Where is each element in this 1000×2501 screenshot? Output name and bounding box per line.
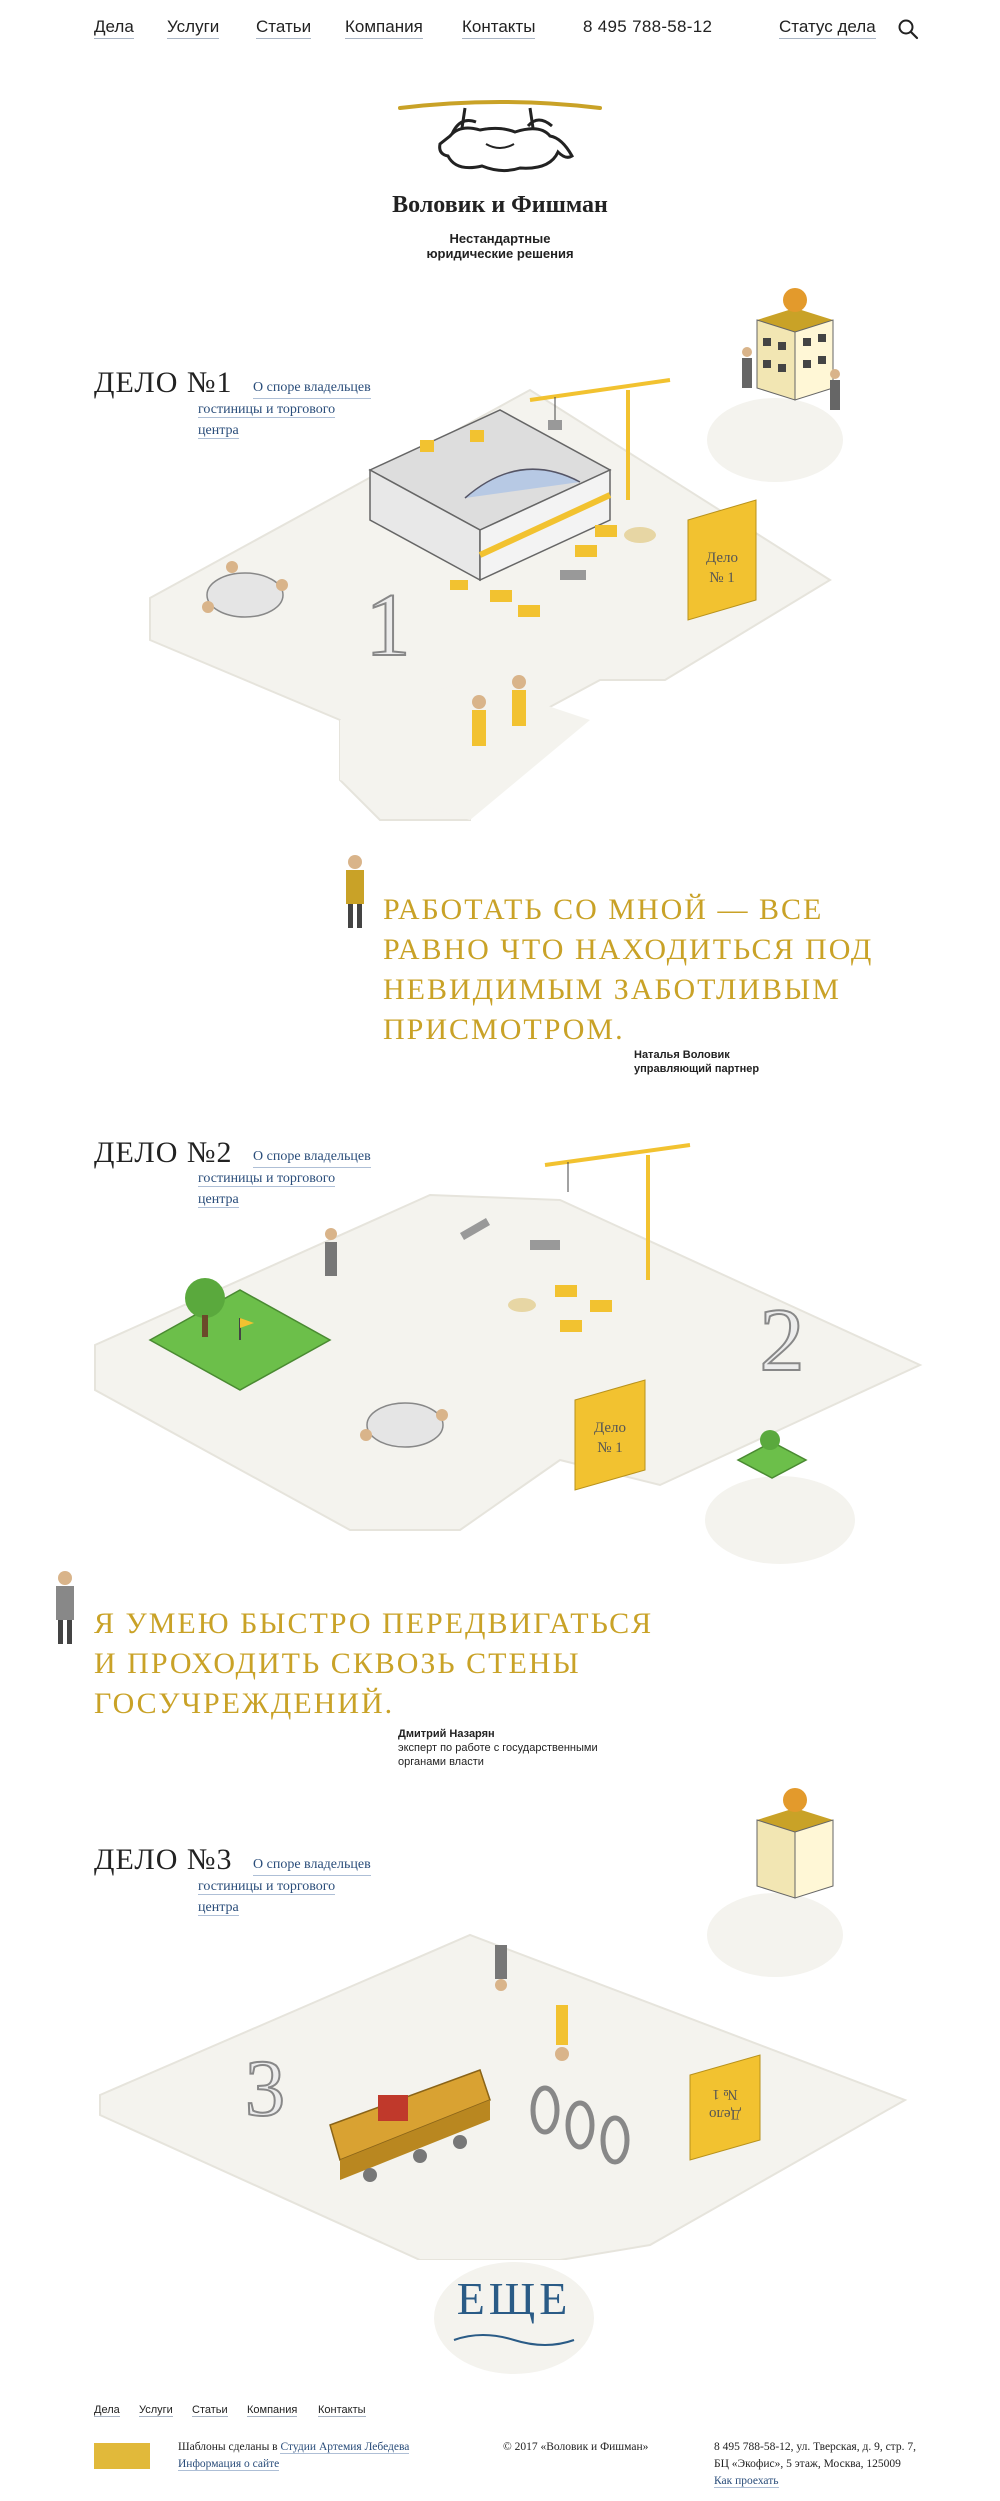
case-1-big-digit: 1: [365, 576, 411, 675]
quote-1-line1: РАБОТАТЬ СО МНОЙ — ВСЕ: [383, 893, 824, 926]
case-2-big-digit: 2: [759, 1291, 805, 1390]
footer-nav-articles[interactable]: Статьи: [192, 2404, 228, 2416]
hotel-person-left: [742, 347, 752, 388]
quote-1-line2: РАВНО ЧТО НАХОДИТЬСЯ ПОД: [383, 933, 874, 966]
quote-1-line4: ПРИСМОТРОМ.: [383, 1013, 625, 1046]
case-3-flying-person: [555, 2005, 569, 2061]
more-button[interactable]: ЕЩЕ: [456, 2273, 572, 2324]
case-1-link-line3[interactable]: центра: [198, 423, 239, 438]
footer-nav-contacts[interactable]: Контакты: [318, 2404, 366, 2416]
case-3-sign-line2: № 1: [712, 2086, 738, 2102]
nav-item-contacts[interactable]: Контакты: [462, 17, 535, 39]
case-2-scene[interactable]: [0, 1130, 1000, 1610]
case-3-sign-line1: Дело: [708, 2106, 742, 2122]
nav-item-company[interactable]: Компания: [345, 17, 423, 39]
footer-address-line2: БЦ «Экофис», 5 этаж, Москва, 125009: [714, 2458, 901, 2470]
quote-2-line2: И ПРОХОДИТЬ СКВОЗЬ СТЕНЫ: [94, 1647, 581, 1680]
footer-nav-company[interactable]: Компания: [247, 2404, 298, 2416]
case-2-number: №2: [186, 1136, 233, 1169]
case-1-sign-line1: Дело: [705, 550, 739, 566]
more-underline-icon: [450, 2330, 578, 2350]
quote-2: [94, 1604, 653, 1724]
case-1-sign-line2: № 1: [709, 570, 735, 586]
firm-tagline: Нестандартные: [449, 231, 551, 246]
quote-1-author: Наталья Воловик: [634, 1049, 730, 1061]
studio-badge-icon[interactable]: [94, 2443, 150, 2469]
case-3-link-line3[interactable]: центра: [198, 1900, 239, 1915]
nav-item-cases[interactable]: Дела: [94, 17, 134, 39]
case-2-link-line1[interactable]: О споре владельцев: [253, 1146, 371, 1168]
case-1-sign: [688, 500, 756, 620]
case-3-big-digit: 3: [245, 2045, 285, 2133]
hotel-person-right: [830, 369, 840, 410]
firm-tagline-line2: юридические решения: [426, 246, 574, 261]
quote-2-role-line2: органами власти: [398, 1756, 484, 1768]
case-3-hotel: [757, 1788, 833, 1898]
nav-item-articles[interactable]: Статьи: [256, 17, 311, 39]
quote-2-line3: ГОСУЧРЕЖДЕНИЙ.: [94, 1687, 395, 1720]
case-2-sign: [575, 1380, 645, 1490]
footer-directions-wrap: [714, 2473, 779, 2490]
case-3-person-top: [495, 1945, 507, 1991]
case-1-scene[interactable]: [0, 280, 1000, 840]
quote-1-role: управляющий партнер: [634, 1063, 760, 1075]
quote-2-line1: Я УМЕЮ БЫСТРО ПЕРЕДВИГАТЬСЯ: [94, 1607, 654, 1640]
case-3-hotel-platform: [707, 1893, 843, 1977]
case-status-link[interactable]: Статус дела: [779, 17, 876, 39]
case-1-link-line2[interactable]: гостиницы и торгового: [198, 402, 336, 417]
top-nav: [0, 0, 1000, 56]
case-2-title: ДЕЛО: [94, 1136, 179, 1169]
quote-2-avatar: [50, 1568, 80, 1648]
footer-studio-link[interactable]: Студии Артемия Лебедева: [280, 2441, 410, 2453]
case-3-scene[interactable]: [0, 1770, 1000, 2260]
case-2-link-line2[interactable]: гостиницы и торгового: [198, 1171, 336, 1186]
footer-nav-cases[interactable]: Дела: [94, 2404, 120, 2416]
case-2-sign-line2: № 1: [597, 1440, 623, 1456]
footer-directions-link[interactable]: Как проехать: [714, 2475, 779, 2487]
case-2-sign-line1: Дело: [593, 1420, 627, 1436]
case-2-person: [325, 1228, 337, 1276]
nav-item-services[interactable]: Услуги: [167, 17, 219, 39]
case-3-link-line1[interactable]: О споре владельцев: [253, 1854, 371, 1876]
footer-copyright: © 2017 «Воловик и Фишман»: [503, 2441, 649, 2453]
header-phone[interactable]: 8 495 788-58-12: [583, 17, 713, 36]
footer-templates-prefix: Шаблоны сделаны в: [178, 2441, 278, 2453]
case-2-side-platform: [705, 1476, 855, 1564]
quote-1: [383, 890, 873, 1050]
quote-1-line3: НЕВИДИМЫМ ЗАБОТЛИВЫМ: [383, 973, 841, 1006]
case-3-title: ДЕЛО: [94, 1843, 179, 1876]
case-1-title: ДЕЛО: [94, 366, 179, 399]
quote-1-avatar: [340, 852, 370, 932]
case-3-link-line2[interactable]: гостиницы и торгового: [198, 1879, 336, 1894]
footer-address-line1: 8 495 788-58-12, ул. Тверская, д. 9, стр. 7,: [714, 2441, 916, 2453]
logo-camel-icon: [390, 96, 610, 176]
case-1-number: №1: [186, 366, 233, 399]
footer-site-info-link[interactable]: Информация о сайте: [178, 2458, 280, 2470]
hotel-platform: [707, 398, 843, 482]
case-2-link-line3[interactable]: центра: [198, 1192, 239, 1207]
footer-templates: [178, 2439, 409, 2456]
case-1-link-line1[interactable]: О споре владельцев: [253, 377, 371, 399]
quote-2-author: Дмитрий Назарян: [398, 1728, 495, 1740]
footer-site-info-wrap: [178, 2456, 279, 2473]
case-3-number: №3: [186, 1843, 233, 1876]
hotel-building: [757, 288, 833, 400]
firm-name: Воловик и Фишман: [392, 192, 608, 218]
search-icon[interactable]: [897, 18, 919, 40]
footer-nav-services[interactable]: Услуги: [139, 2404, 173, 2416]
logo[interactable]: [360, 96, 640, 176]
quote-2-role: эксперт по работе с государственными: [398, 1742, 598, 1754]
